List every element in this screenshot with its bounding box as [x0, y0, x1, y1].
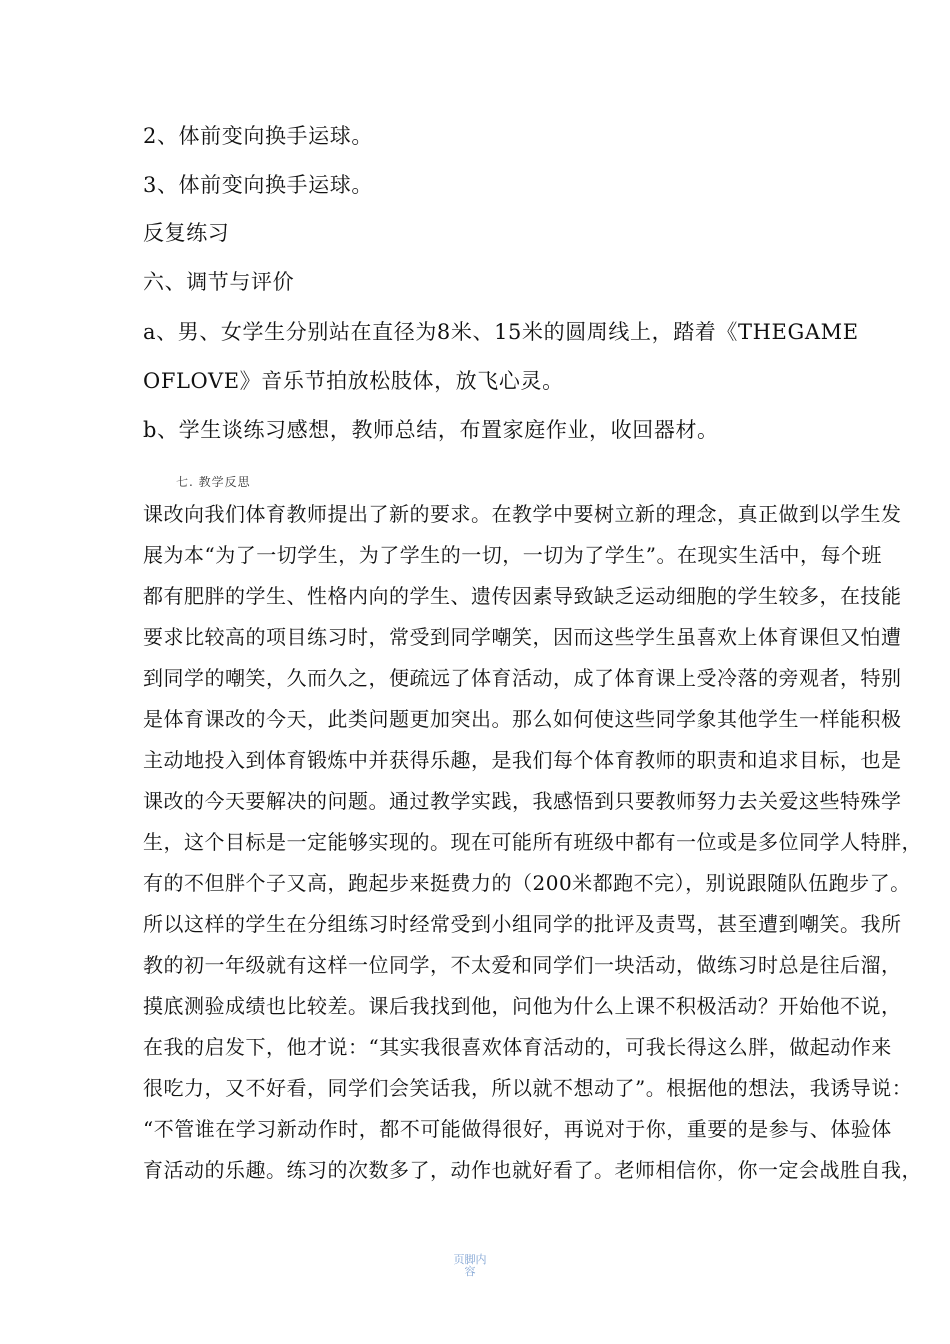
paragraph-line: 展为本“为了一切学生，为了学生的一切，一切为了学生”。在现实生活中，每个班: [143, 543, 882, 567]
paragraph-line: 要求比较高的项目练习时，常受到同学嘲笑，因而这些学生虽喜欢上体育课但又怕遭: [143, 625, 902, 649]
list-item-3: 3、体前变向换手运球。: [143, 173, 373, 197]
paragraph-line: 到同学的嘲笑，久而久之，便疏远了体育活动，成了体育课上受冷落的旁观者，特别: [143, 666, 902, 690]
paragraph-line: 都有肥胖的学生、性格内向的学生、遗传因素导致缺乏运动细胞的学生较多，在技能: [143, 584, 902, 608]
paragraph-line: 是体育课改的今天，此类问题更加突出。那么如何使这些同学象其他学生一样能积极: [143, 707, 902, 731]
section-six-heading: 六、调节与评价: [143, 270, 295, 294]
paragraph-line: 所以这样的学生在分组练习时经常受到小组同学的批评及责骂，甚至遭到嘲笑。我所: [143, 912, 902, 936]
item-a-line-1: a、男、女学生分别站在直径为8米、15米的圆周线上，踏着《THEGAME: [143, 320, 859, 344]
page-footer: 页脚内容: [453, 1253, 487, 1278]
list-item-2: 2、体前变向换手运球。: [143, 124, 373, 148]
paragraph-line: 教的初一年级就有这样一位同学，不太爱和同学们一块活动，做练习时总是往后溜，: [143, 953, 902, 977]
paragraph-line: 摸底测验成绩也比较差。课后我找到他，问他为什么上课不积极活动？开始他不说，: [143, 994, 902, 1018]
item-a-line-2: OFLOVE》音乐节拍放松肢体，放飞心灵。: [143, 369, 564, 393]
paragraph-line: “不管谁在学习新动作时，都不可能做得很好，再说对于你，重要的是参与、体验体: [143, 1117, 892, 1141]
paragraph-line: 生，这个目标是一定能够实现的。现在可能所有班级中都有一位或是多位同学人特胖，: [143, 830, 922, 854]
section-seven-heading: 七. 教学反思: [176, 475, 251, 489]
repeat-practice-text: 反复练习: [143, 221, 230, 245]
paragraph-line: 很吃力，又不好看，同学们会笑话我，所以就不想动了”。根据他的想法，我诱导说：: [143, 1076, 913, 1100]
paragraph-line: 在我的启发下，他才说：“其实我很喜欢体育活动的，可我长得这么胖，做起动作来: [143, 1035, 892, 1059]
paragraph-line: 课改的今天要解决的问题。通过教学实践，我感悟到只要教师努力去关爱这些特殊学: [143, 789, 902, 813]
paragraph-line: 有的不但胖个子又高，跑起步来挺费力的（200米都跑不完），别说跟随队伍跑步了。: [143, 871, 911, 895]
paragraph-line: 课改向我们体育教师提出了新的要求。在教学中要树立新的理念，真正做到以学生发: [143, 502, 902, 526]
item-b: b、学生谈练习感想，教师总结，布置家庭作业，收回器材。: [143, 418, 719, 442]
paragraph-line: 育活动的乐趣。练习的次数多了，动作也就好看了。老师相信你，你一定会战胜自我，: [143, 1158, 922, 1182]
paragraph-line: 主动地投入到体育锻炼中并获得乐趣，是我们每个体育教师的职责和追求目标，也是: [143, 748, 902, 772]
